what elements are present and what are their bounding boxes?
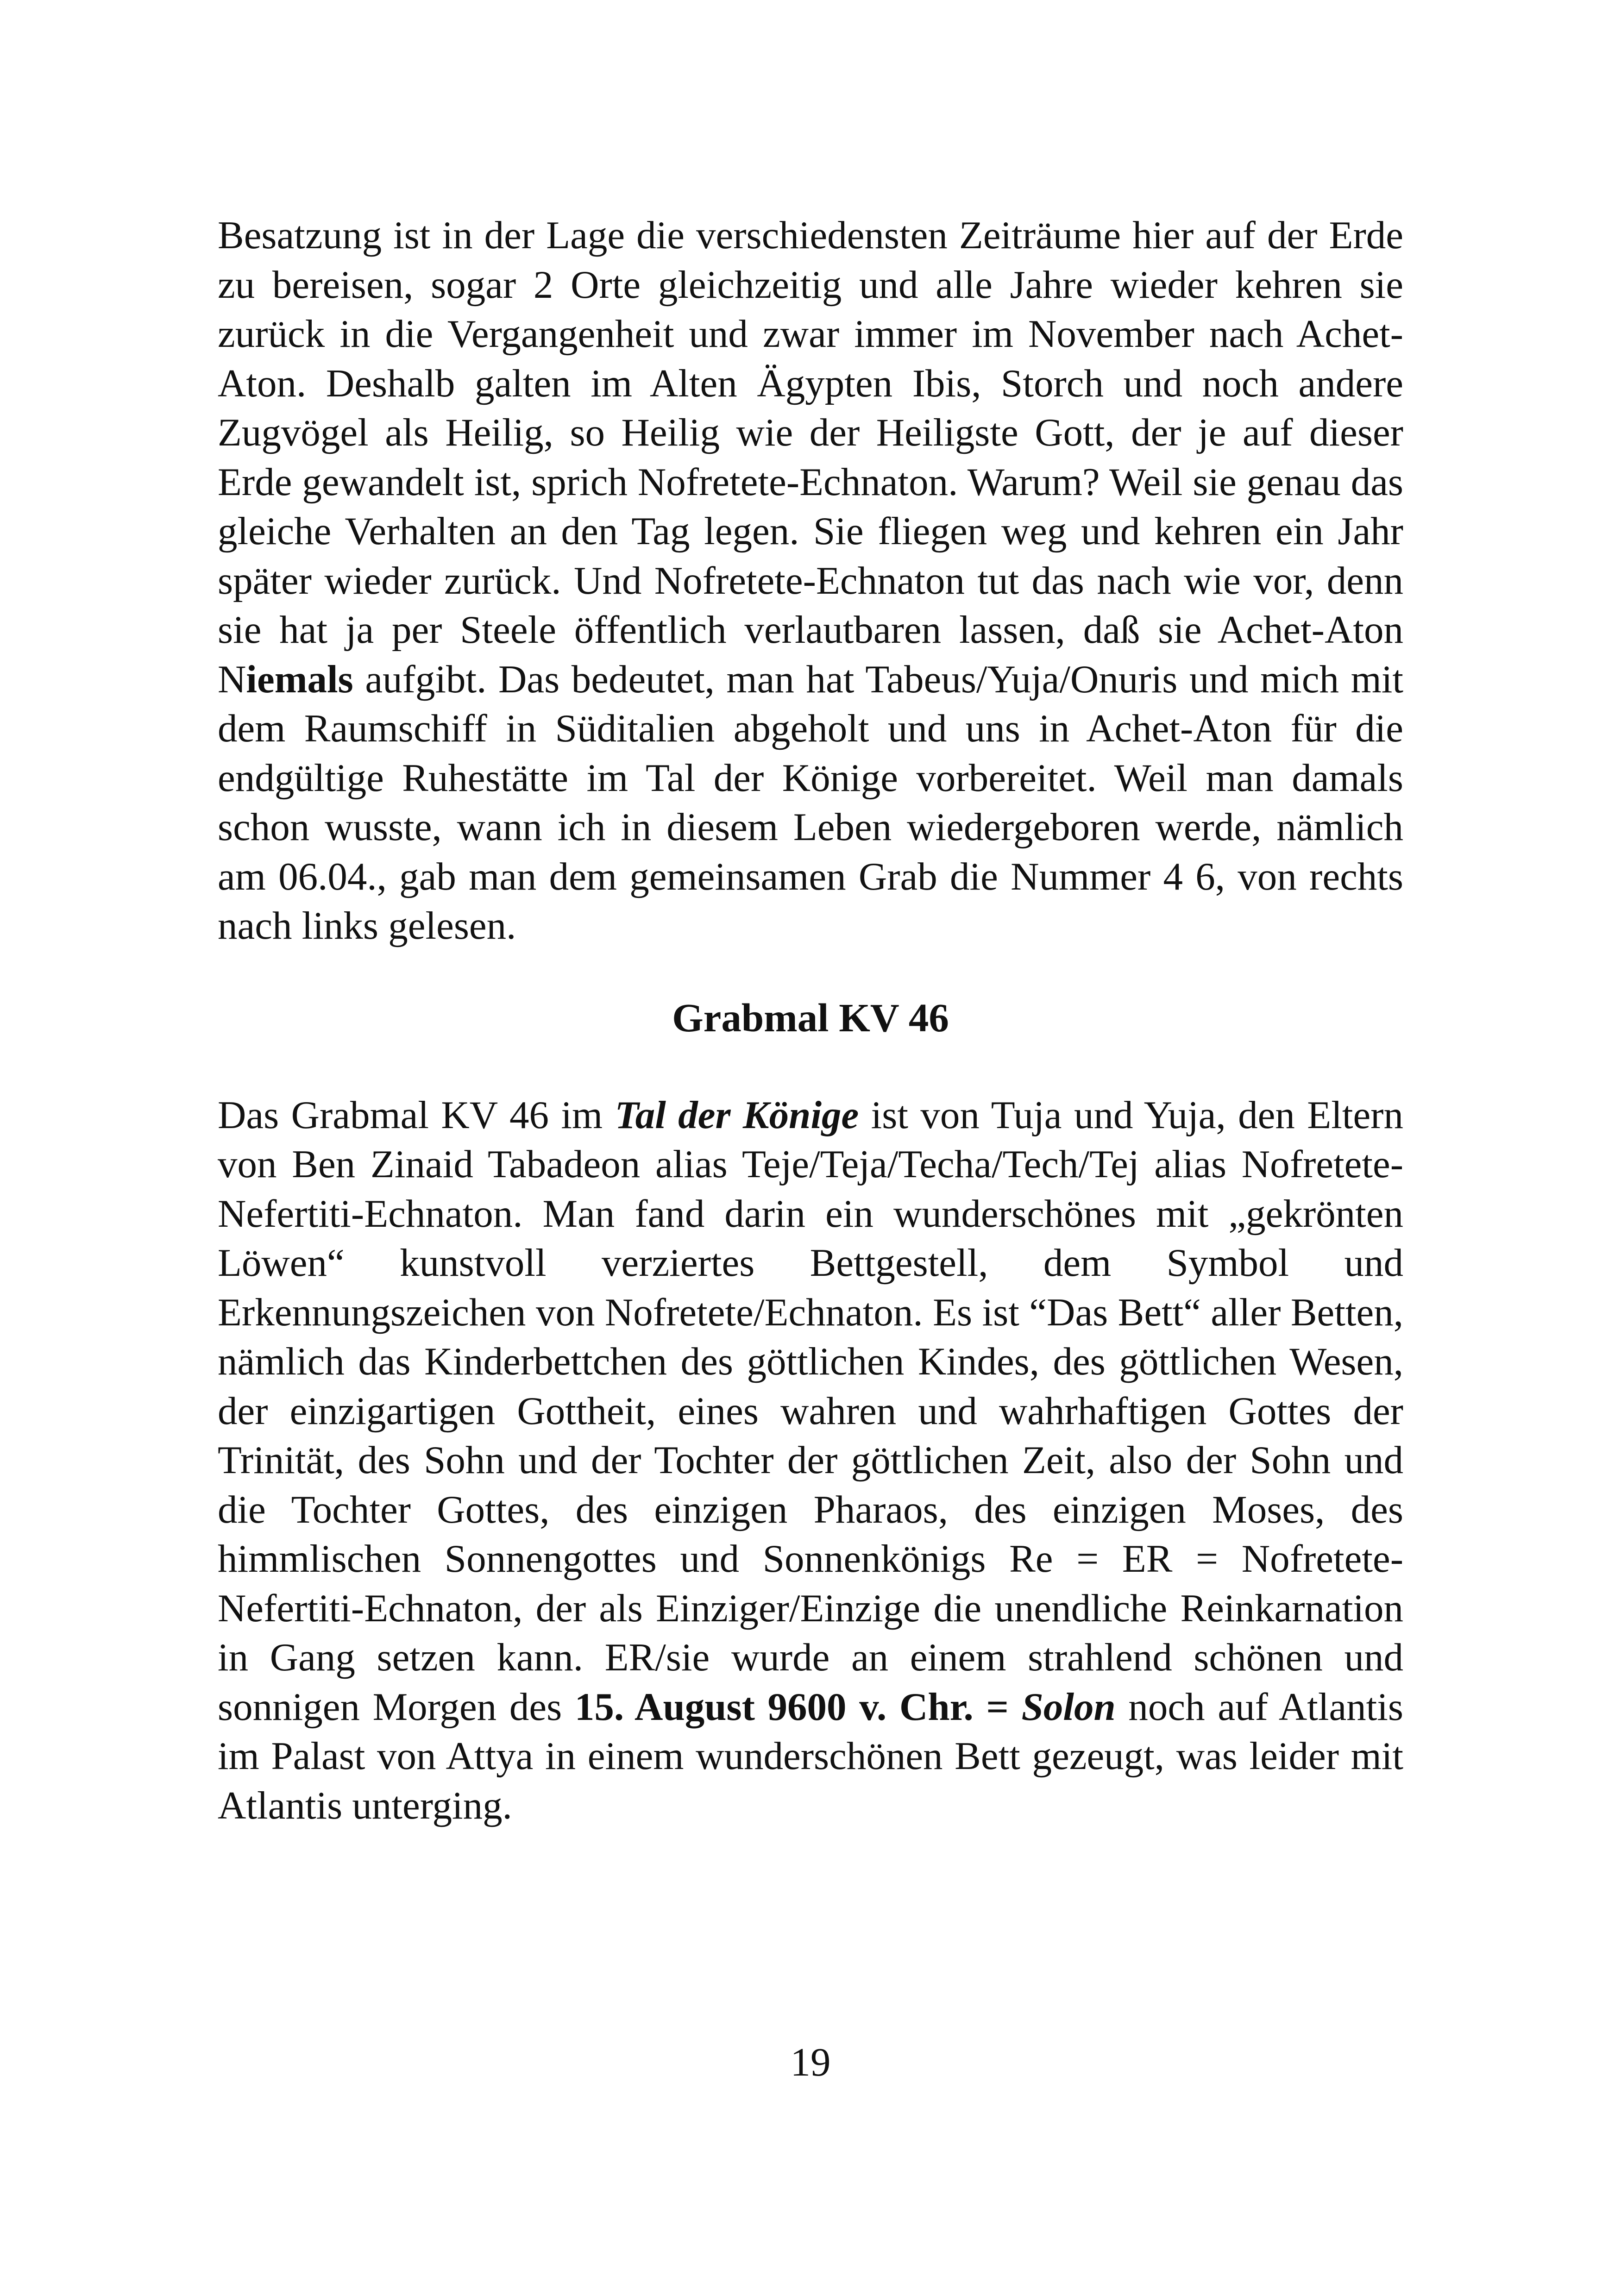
page-body [218,211,1403,1830]
paragraph-1 [218,211,1403,951]
paragraph-2-bold-date: 15. August 9600 v. Chr. = [574,1685,1022,1729]
paragraph-2 [218,1091,1403,1831]
paragraph-2-text-b: ist von Tuja und Yuja, den Eltern von Ben Zinaid Tabadeon alias Teje/Teja/Techa/Tech/Tej alias Nofretete-Nefertiti-Echnaton. Man fand darin ein wunderschönes mit „gekrönten Löwen“ kunstvoll verziertes Bettgestell, dem Symbol und Erkennungszeichen von Nofretete/Echnaton. Es ist “Das Bett“ aller Betten, nämlich das Kinderbettchen des göttlichen Kindes, des göttlichen Wesen, der einzigartigen Gottheit, eines wahren und wahrhaftigen Gottes der Trinität, des Sohn und der Tochter der göttlichen Zeit, also der Sohn und die Tochter Gottes, des einzigen Pharaos, des einzigen Moses, des himmlischen Sonnengottes und Sonnenkönigs Re = ER = Nofretete-Nefertiti-Echnaton, der als Einziger/Einzige die unendliche Reinkarnation in Gang setzen kann. ER/sie wurde an einem strahlend schönen und sonnigen Morgen des [218,1093,1403,1729]
paragraph-2-text-c: noch auf Atlantis im Palast von Attya in einem wunderschönen Bett gezeugt, was leider mit Atlantis unterging. [218,1685,1403,1827]
paragraph-2-emph-place: Tal der Könige [615,1093,859,1137]
page-number: 19 [790,2039,831,2084]
paragraph-1-text-b: aufgibt. Das bedeutet, man hat Tabeus/Yuja/Onuris und mich mit dem Raumschiff in Süditalien abgeholt und uns in Achet-Aton für die endgültige Ruhestätte im Tal der Könige vorbereitet. Weil man damals schon wusste, wann ich in diesem Leben wiedergeboren werde, nämlich am 06.04., gab man dem gemeinsamen Grab die Nummer 4 6, von rechts nach links gelesen. [218,657,1403,947]
section-heading: Grabmal KV 46 [672,995,949,1040]
paragraph-1-text-a: Besatzung ist in der Lage die verschiedensten Zeiträume hier auf der Erde zu bereisen, sogar 2 Orte gleichzeitig und alle Jahre wieder kehren sie zurück in die Vergangenheit und zwar immer im November nach Achet-Aton. Deshalb galten im Alten Ägypten Ibis, Storch und noch andere Zugvögel als Heilig, so Heilig wie der Heiligste Gott, der je auf dieser Erde gewandelt ist, sprich Nofretete-Echnaton. Warum? Weil sie genau das gleiche Verhalten an den Tag legen. Sie fliegen weg und kehren ein Jahr später wieder zurück. Und Nofretete-Echnaton tut das nach wie vor, denn sie hat ja per Steele öffentlich verlautbaren lassen, daß sie Achet-Aton N [218,213,1403,701]
paragraph-2-emph-name: Solon [1021,1685,1116,1729]
paragraph-2-text-a: Das Grabmal KV 46 im [218,1093,615,1137]
paragraph-1-bold-word: iemals [246,657,353,701]
